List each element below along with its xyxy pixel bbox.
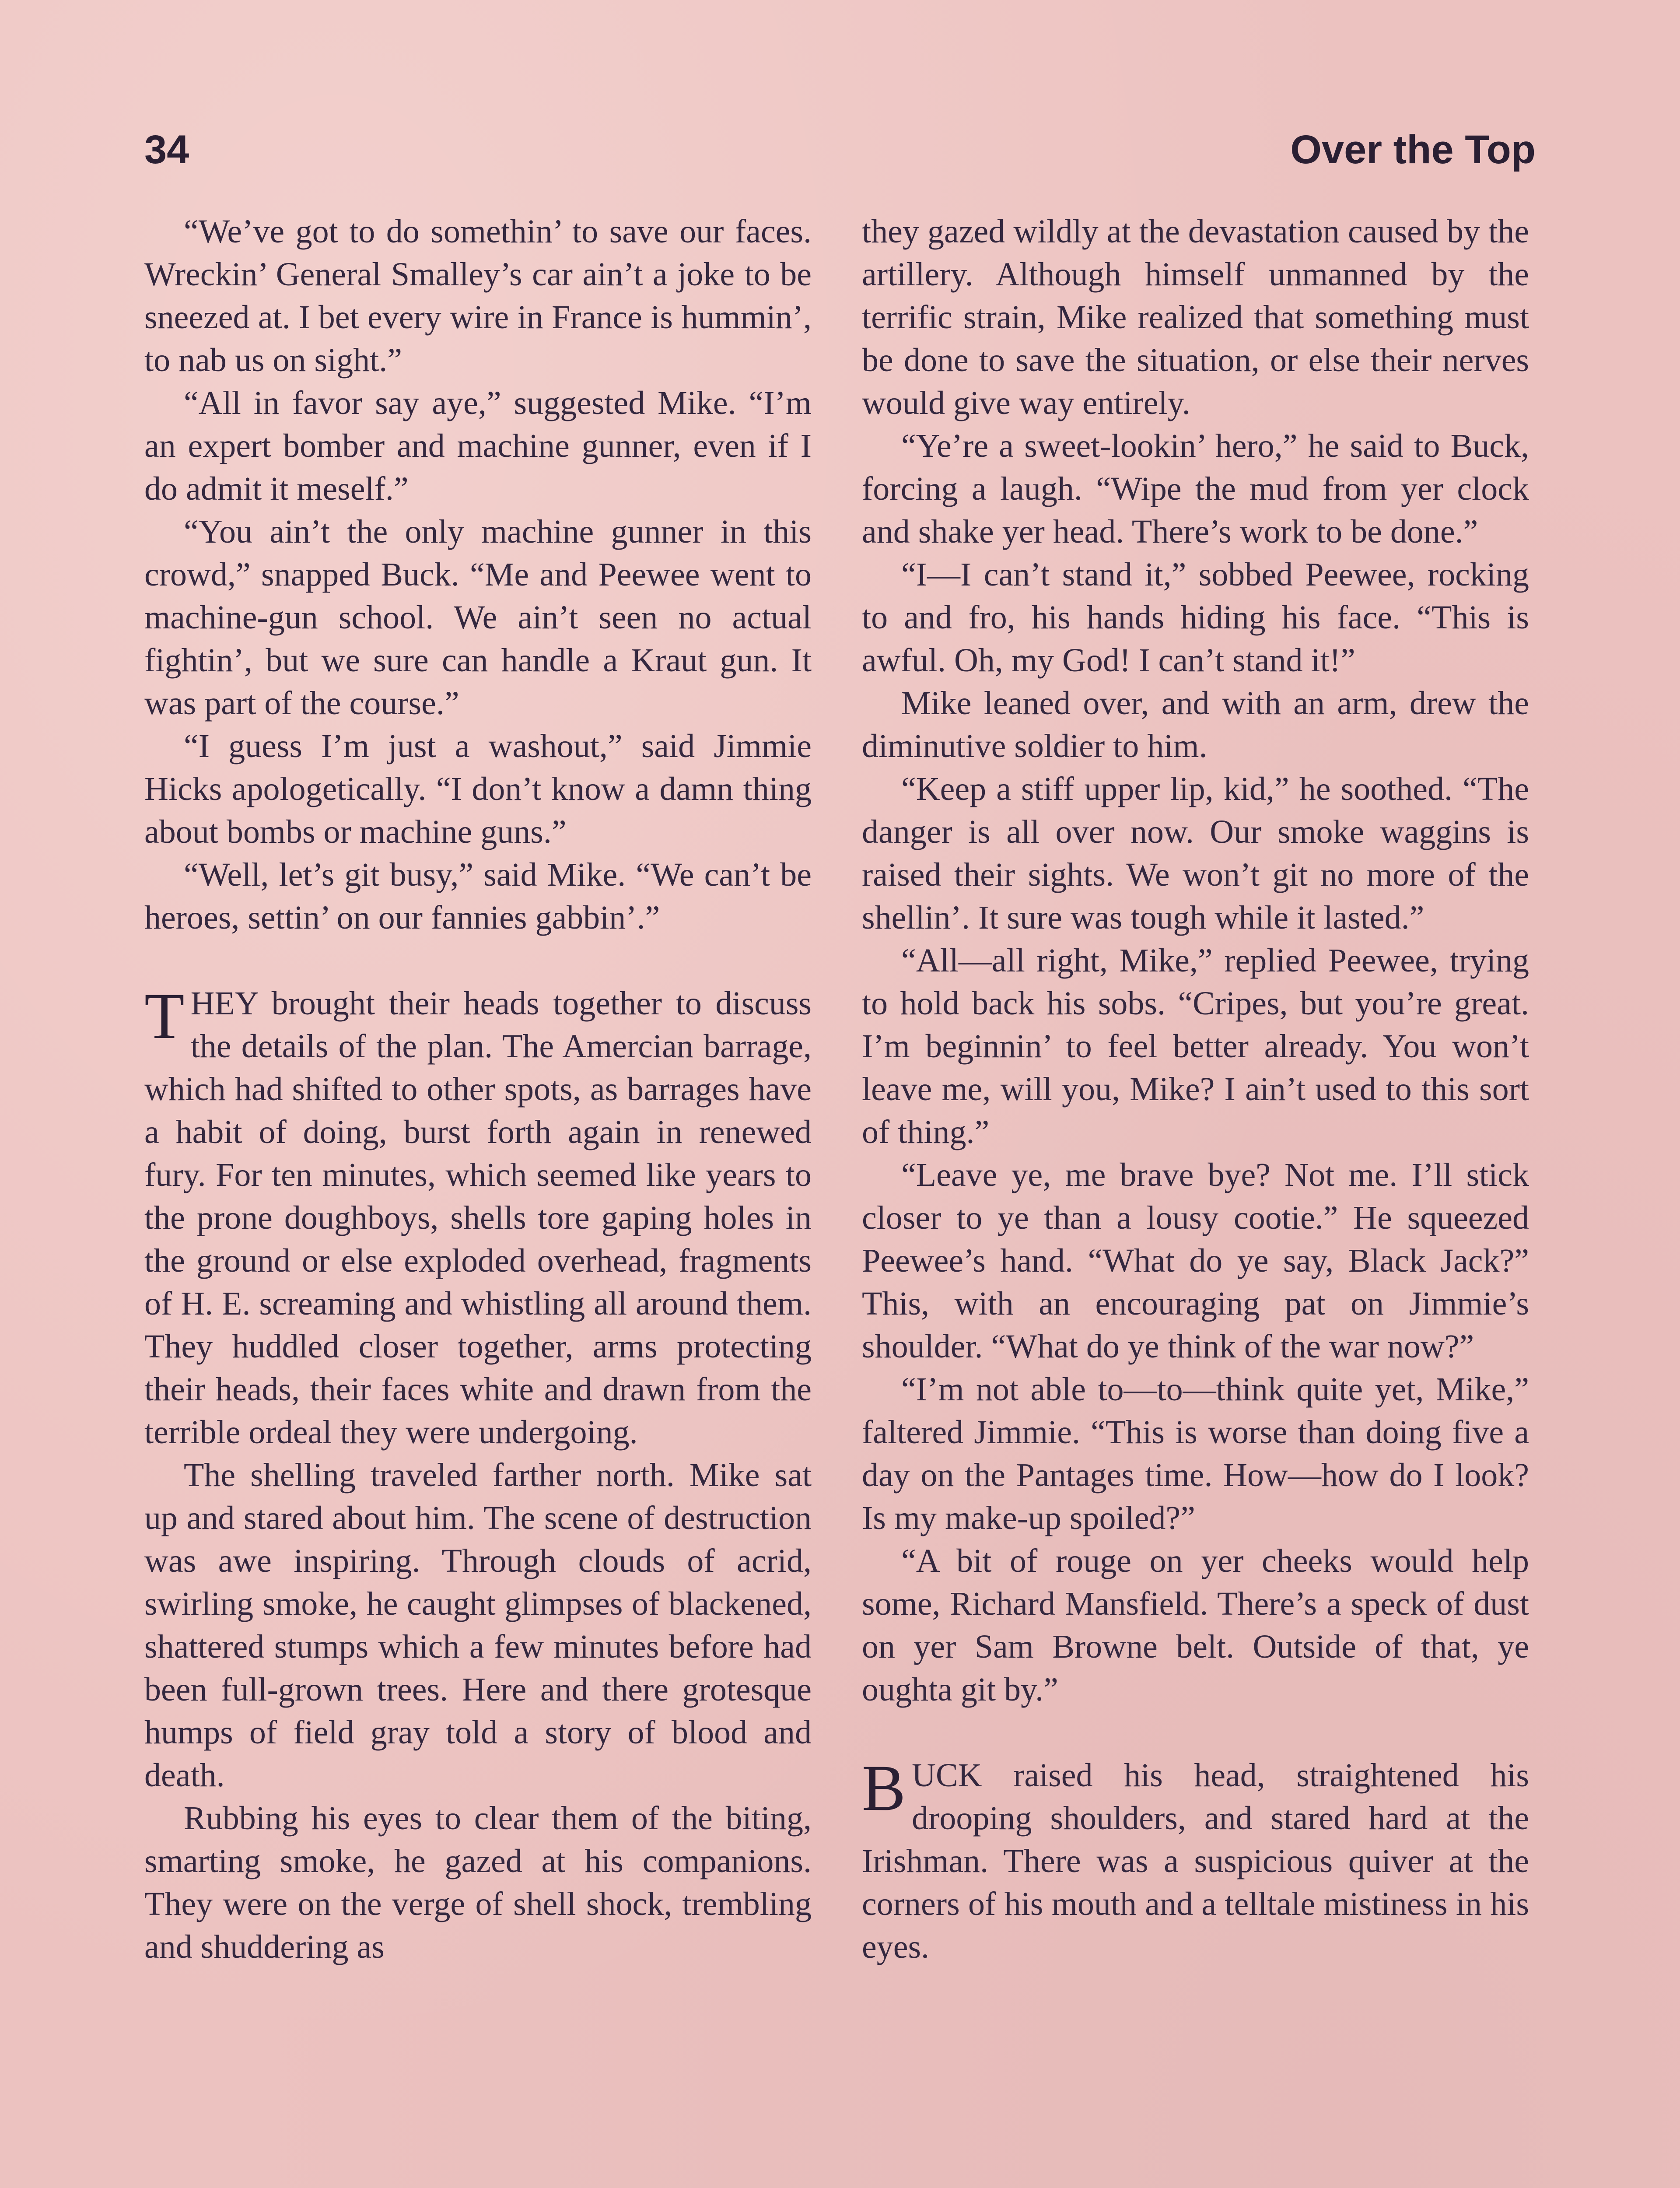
paragraph: “I’m not able to—to—think quite yet, Mike,” faltered Jimmie. “This is worse than doing five a day on the Pantages time. How—how do I look? Is my make-up spoiled?” <box>862 1371 1529 1536</box>
paragraph: “You ain’t the only machine gunner in this crowd,” snapped Buck. “Me and Peewee went to machine-gun school. We ain’t seen no actual fightin’, but we sure can handle a Kraut gun. It was part of the course.” <box>144 513 812 722</box>
paragraph: they gazed wildly at the devastation caused by the artillery. Although himself unmanned by the terrific strain, Mike realized that something must be done to save the situation, or else their nerves would give way entirely. <box>862 213 1529 421</box>
paragraph: “Keep a stiff upper lip, kid,” he soothed. “The danger is all over now. Our smoke waggins is raised their sights. We won’t git no more of the shellin’. It sure was tough while it lasted.” <box>862 771 1529 936</box>
paragraph-text: HEY brought their heads together to discuss the details of the plan. The Amercian barrage, which had shifted to other spots, as barrages have a habit of doing, burst forth again in renewed fury. For ten minutes, which seemed like years to the prone doughboys, shells tore gaping holes in the ground or else exploded overhead, fragments of H. E. screaming and whistling all around them. They huddled closer together, arms protecting their heads, their faces white and drawn from the terrible ordeal they were undergoing. <box>144 985 812 1451</box>
page-number: 34 <box>144 127 189 172</box>
running-title: Over the Top <box>1290 127 1536 172</box>
paragraph: “A bit of rouge on yer cheeks would help some, Richard Mansfield. There’s a speck of dust on yer Sam Browne belt. Outside of that, ye oughta git by.” <box>862 1543 1529 1708</box>
paragraph: “Ye’re a sweet-lookin’ hero,” he said to Buck, forcing a laugh. “Wipe the mud from yer clock and shake yer head. There’s work to be done.” <box>862 428 1529 550</box>
paragraph: The shelling traveled farther north. Mike sat up and stared about him. The scene of destruction was awe inspiring. Through clouds of acrid, swirling smoke, he caught glimpses of blackened, shattered stumps which a few minutes before had been full-grown trees. Here and there grotesque humps of field gray told a story of blood and death. <box>144 1457 812 1794</box>
paragraph: “All—all right, Mike,” replied Peewee, trying to hold back his sobs. “Cripes, but you’re great. I’m beginnin’ to feel better already. You won’t leave me, will you, Mike? I ain’t used to this sort of thing.” <box>862 942 1529 1150</box>
drop-cap: B <box>862 1752 906 1824</box>
section-paragraph <box>862 1754 1529 1968</box>
paragraph: “We’ve got to do somethin’ to save our faces. Wreckin’ General Smalley’s car ain’t a joke to be sneezed at. I bet every wire in France is hummin’, to nab us on sight.” <box>144 213 812 379</box>
paragraph: “Well, let’s git busy,” said Mike. “We can’t be heroes, settin’ on our fannies gabbin’.” <box>144 856 812 936</box>
running-head <box>144 127 1536 188</box>
drop-cap: T <box>144 980 185 1052</box>
paragraph: “I guess I’m just a washout,” said Jimmie Hicks apologetically. “I don’t know a damn thing about bombs or machine guns.” <box>144 728 812 850</box>
paragraph: “Leave ye, me brave bye? Not me. I’ll stick closer to ye than a lousy cootie.” He squeezed Peewee’s hand. “What do ye say, Black Jack?” This, with an encouraging pat on Jimmie’s shoulder. “What do ye think of the war now?” <box>862 1157 1529 1365</box>
left-column <box>144 210 812 1968</box>
paragraph: “All in favor say aye,” suggested Mike. “I’m an expert bomber and machine gunner, even if I do admit it meself.” <box>144 385 812 507</box>
right-column <box>862 210 1529 1968</box>
paragraph-text: UCK raised his head, straightened his drooping shoulders, and stared hard at the Irishman. There was a suspicious quiver at the corners of his mouth and a telltale mistiness in his eyes. <box>862 1757 1529 1965</box>
paragraph: Mike leaned over, and with an arm, drew the diminutive soldier to him. <box>862 685 1529 764</box>
paragraph: Rubbing his eyes to clear them of the biting, smarting smoke, he gazed at his companions. They were on the verge of shell shock, trembling and shuddering as <box>144 1800 812 1965</box>
section-paragraph <box>144 982 812 1454</box>
paragraph: “I—I can’t stand it,” sobbed Peewee, rocking to and fro, his hands hiding his face. “This is awful. Oh, my God! I can’t stand it!” <box>862 556 1529 679</box>
